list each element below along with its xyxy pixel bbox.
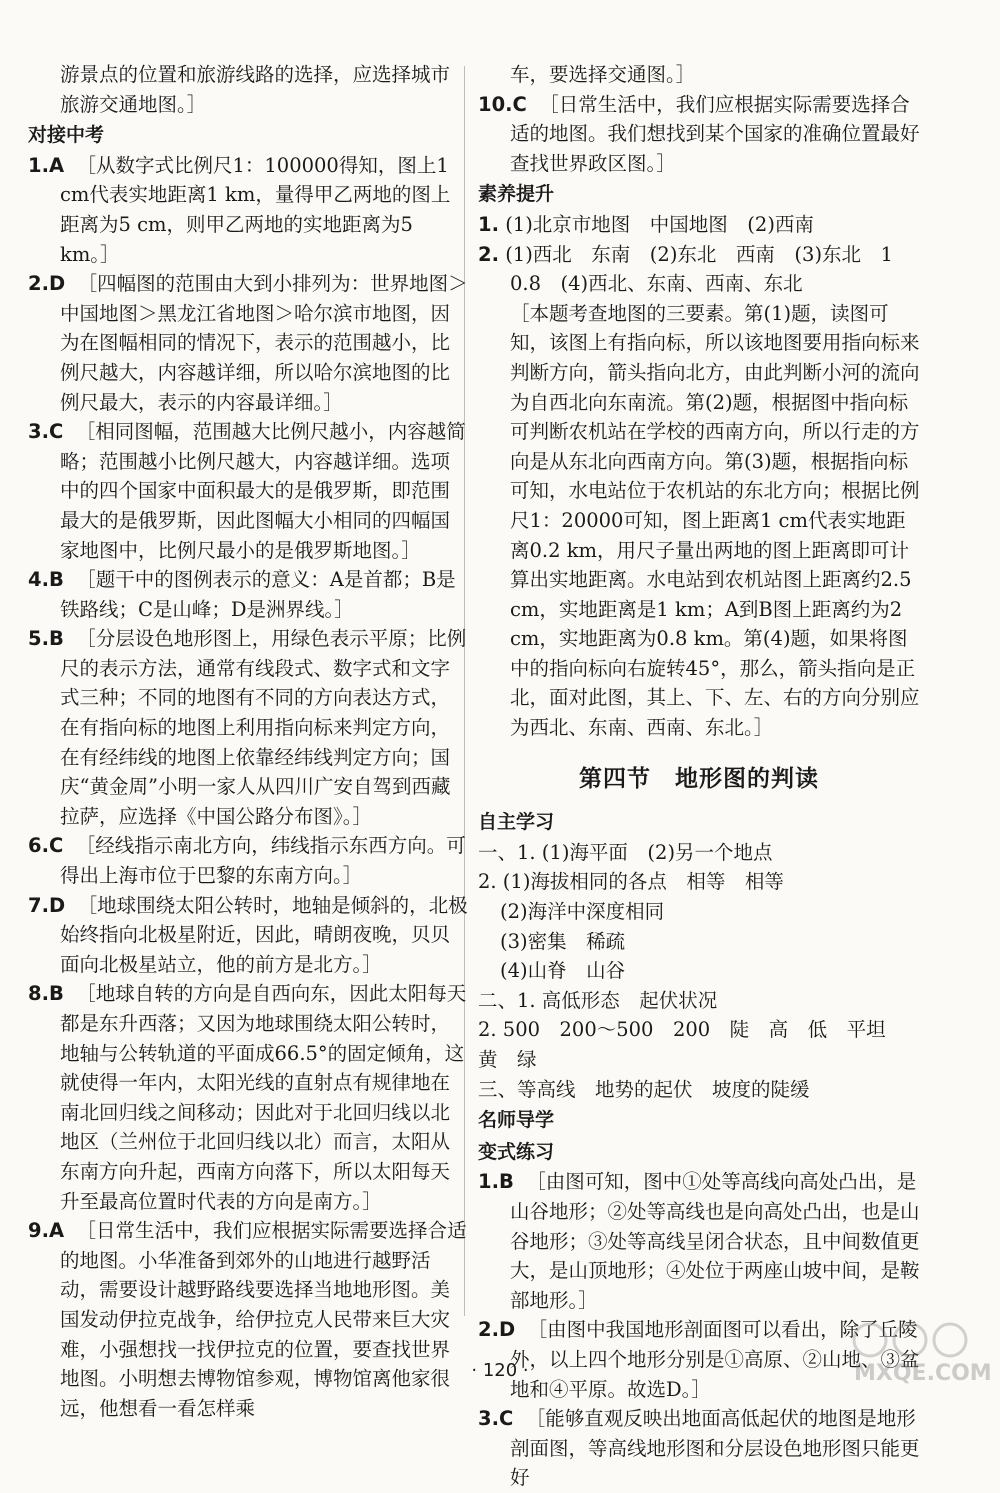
- answer-line: 2. (1)海拔相同的各点 相等 相等: [478, 870, 784, 894]
- answer-item: 2.D ［由图中我国地形剖面图可以看出，除了丘陵外，以上四个地形分别是①高原、②山地、③盆地和④平原。故选D。］: [478, 1318, 920, 1401]
- answer-line: 2. 500 200～500 200 陡 高 低 平坦 黄 绿: [478, 1018, 906, 1071]
- page-number: · 120 ·: [471, 1360, 529, 1381]
- answer-item: 1. (1)北京市地图 中国地图 (2)西南: [478, 212, 814, 236]
- answer-line: 三、等高线 地势的起伏 坡度的陡缓: [478, 1077, 810, 1101]
- answer-line: 一、1. (1)海平面 (2)另一个地点: [478, 840, 773, 864]
- answer-item: 2. (1)西北 东南 (2)东北 西南 (3)东北 1 0.8 (4)西北、东南、西南、东北: [478, 242, 913, 296]
- section-heading-mingshi: 名师导学: [478, 1109, 555, 1132]
- answer-item: 10.C ［日常生活中，我们应根据实际需要选择合适的地图。我们想找到某个国家的准确位置最好查找世界政区图。］: [478, 92, 920, 175]
- right-column: [478, 60, 920, 1493]
- answer-explanation: ［本题考查地图的三要素。第(1)题，读图可知，该图上有指向标，所以该地图要用指向标来判断方向，箭头指向北方，由此判断小河的流向为自西北向东南流。第(2)题，根据图中指向标可判断农机站在学校的西南方向，所以行走的方向是从东北向西南方向。第(3)题，根据指向标可知，水电站位于农机站的东北方向；根据比例尺1：20000可知，图上距离1 cm代表实地距离0.2 km，用尺子量出两地的图上距离即可计算出实地距离。水电站到农机站图上距离约2.5 cm，实地距离是1 km；A到B图上距离约为2 cm，实地距离为0.8 km。第(4)题，如果将图中的指向标向右旋转45°，那么，箭头指向是正北，面对此图，其上、下、左、右的方向分别应为西北、东南、西南、东北。］: [510, 301, 920, 740]
- answer-item: 6.C ［经线指示南北方向，纬线指示东西方向。可得出上海市位于巴黎的东南方向。］: [28, 834, 466, 888]
- answer-item: 1.B ［由图可知，图中①处等高线向高处凸出，是山谷地形；②处等高线也是向高处凸出，也是山谷地形；③处等高线呈闭合状态，且中间数值更大，是山顶地形；④处位于两座山坡中间，是鞍部地形。］: [478, 1170, 920, 1312]
- answer-item: 9.A ［日常生活中，我们应根据实际需要选择合适的地图。小华准备到郊外的山地进行越野活动，需要设计越野路线要选择当地地形图。美国发动伊拉克战争，给伊拉克人民带来巨大灾难，小强想找一找伊拉克的位置，要查找世界地图。小明想去博物馆参观，博物馆离他家很远，他想看一看怎样乘: [28, 1219, 467, 1420]
- section-heading-duijie: 对接中考: [28, 124, 105, 147]
- section-heading-suyang: 素养提升: [478, 183, 555, 206]
- answer-item: 4.B ［题干中的图例表示的意义：A是首都；B是铁路线；C是山峰；D是洲界线。］: [28, 568, 456, 621]
- answer-line: 二、1. 高低形态 起伏状况: [478, 988, 718, 1012]
- answer-item: 2.D ［四幅图的范围由大到小排列为：世界地图＞中国地图＞黑龙江省地图＞哈尔滨市地图，因为在图幅相同的情况下，表示的范围越小，比例尺越大，内容越详细，所以哈尔滨地图的比例尺最大，表示的内容最详细。］: [28, 272, 468, 414]
- answer-item: 7.D ［地球围绕太阳公转时，地轴是倾斜的，北极始终指向北极星附近，因此，晴朗夜晚，贝贝面向北极星站立，他的前方是北方。］: [28, 893, 468, 976]
- section-title: 第四节 地形图的判读: [579, 765, 819, 792]
- answer-subline: (3)密集 稀疏: [500, 929, 626, 953]
- answer-subline: (4)山脊 山谷: [500, 959, 626, 983]
- left-column: [28, 60, 468, 1423]
- continued-text: 车，要选择交通图。］: [510, 63, 696, 86]
- answer-subline: (2)海洋中深度相同: [500, 900, 665, 924]
- answer-item: 5.B ［分层设色地形图上，用绿色表示平原；比例尺的表示方法，通常有线段式、数字式和文字式三种；不同的地图有不同的方向表达方式，在有指向标的地图上利用指向标来判定方向，在有经纬线的地图上依靠经纬线判定方向；国庆“黄金周”小明一家人从四川广安自驾到西藏拉萨，应选择《中国公路分布图》。］: [28, 627, 467, 828]
- answer-item: 3.C ［能够直观反映出地面高低起伏的地图是地形剖面图，等高线地形图和分层设色地形图只能更好: [478, 1407, 920, 1490]
- answer-item: 1.A ［从数字式比例尺1：100000得知，图上1 cm代表实地距离1 km，量得甲乙两地的图上距离为5 cm，则甲乙两地的实地距离为5 km。］: [28, 153, 455, 266]
- answer-item: 3.C ［相同图幅，范围越大比例尺越小，内容越简略；范围越小比例尺越大，内容越详细。选项中的四个国家中面积最大的是俄罗斯，即范围最大的是俄罗斯，因此图幅大小相同的四幅国家地图中，比例尺最小的是俄罗斯地图。］: [28, 420, 466, 562]
- section-heading-zizhu: 自主学习: [478, 811, 555, 834]
- continued-text: 游景点的位置和旅游线路的选择，应选择城市旅游交通地图。］: [60, 63, 451, 116]
- section-heading-bianshi: 变式练习: [478, 1140, 555, 1163]
- watermark-logo-icon: [848, 1318, 993, 1388]
- watermark-text: MXQE.COM: [854, 1361, 992, 1386]
- answer-item: 8.B ［地球自转的方向是自西向东，因此太阳每天都是东升西落；又因为地球围绕太阳公转时，地轴与公转轨道的平面成66.5°的固定倾角，这就使得一年内，太阳光线的直射点有规律地在南北回归线之间移动；因此对于北回归线以北地区（兰州位于北回归线以北）而言，太阳从东南方向升起，西南方向落下，所以太阳每天升至最高位置时代表的方向是南方。］: [28, 982, 467, 1213]
